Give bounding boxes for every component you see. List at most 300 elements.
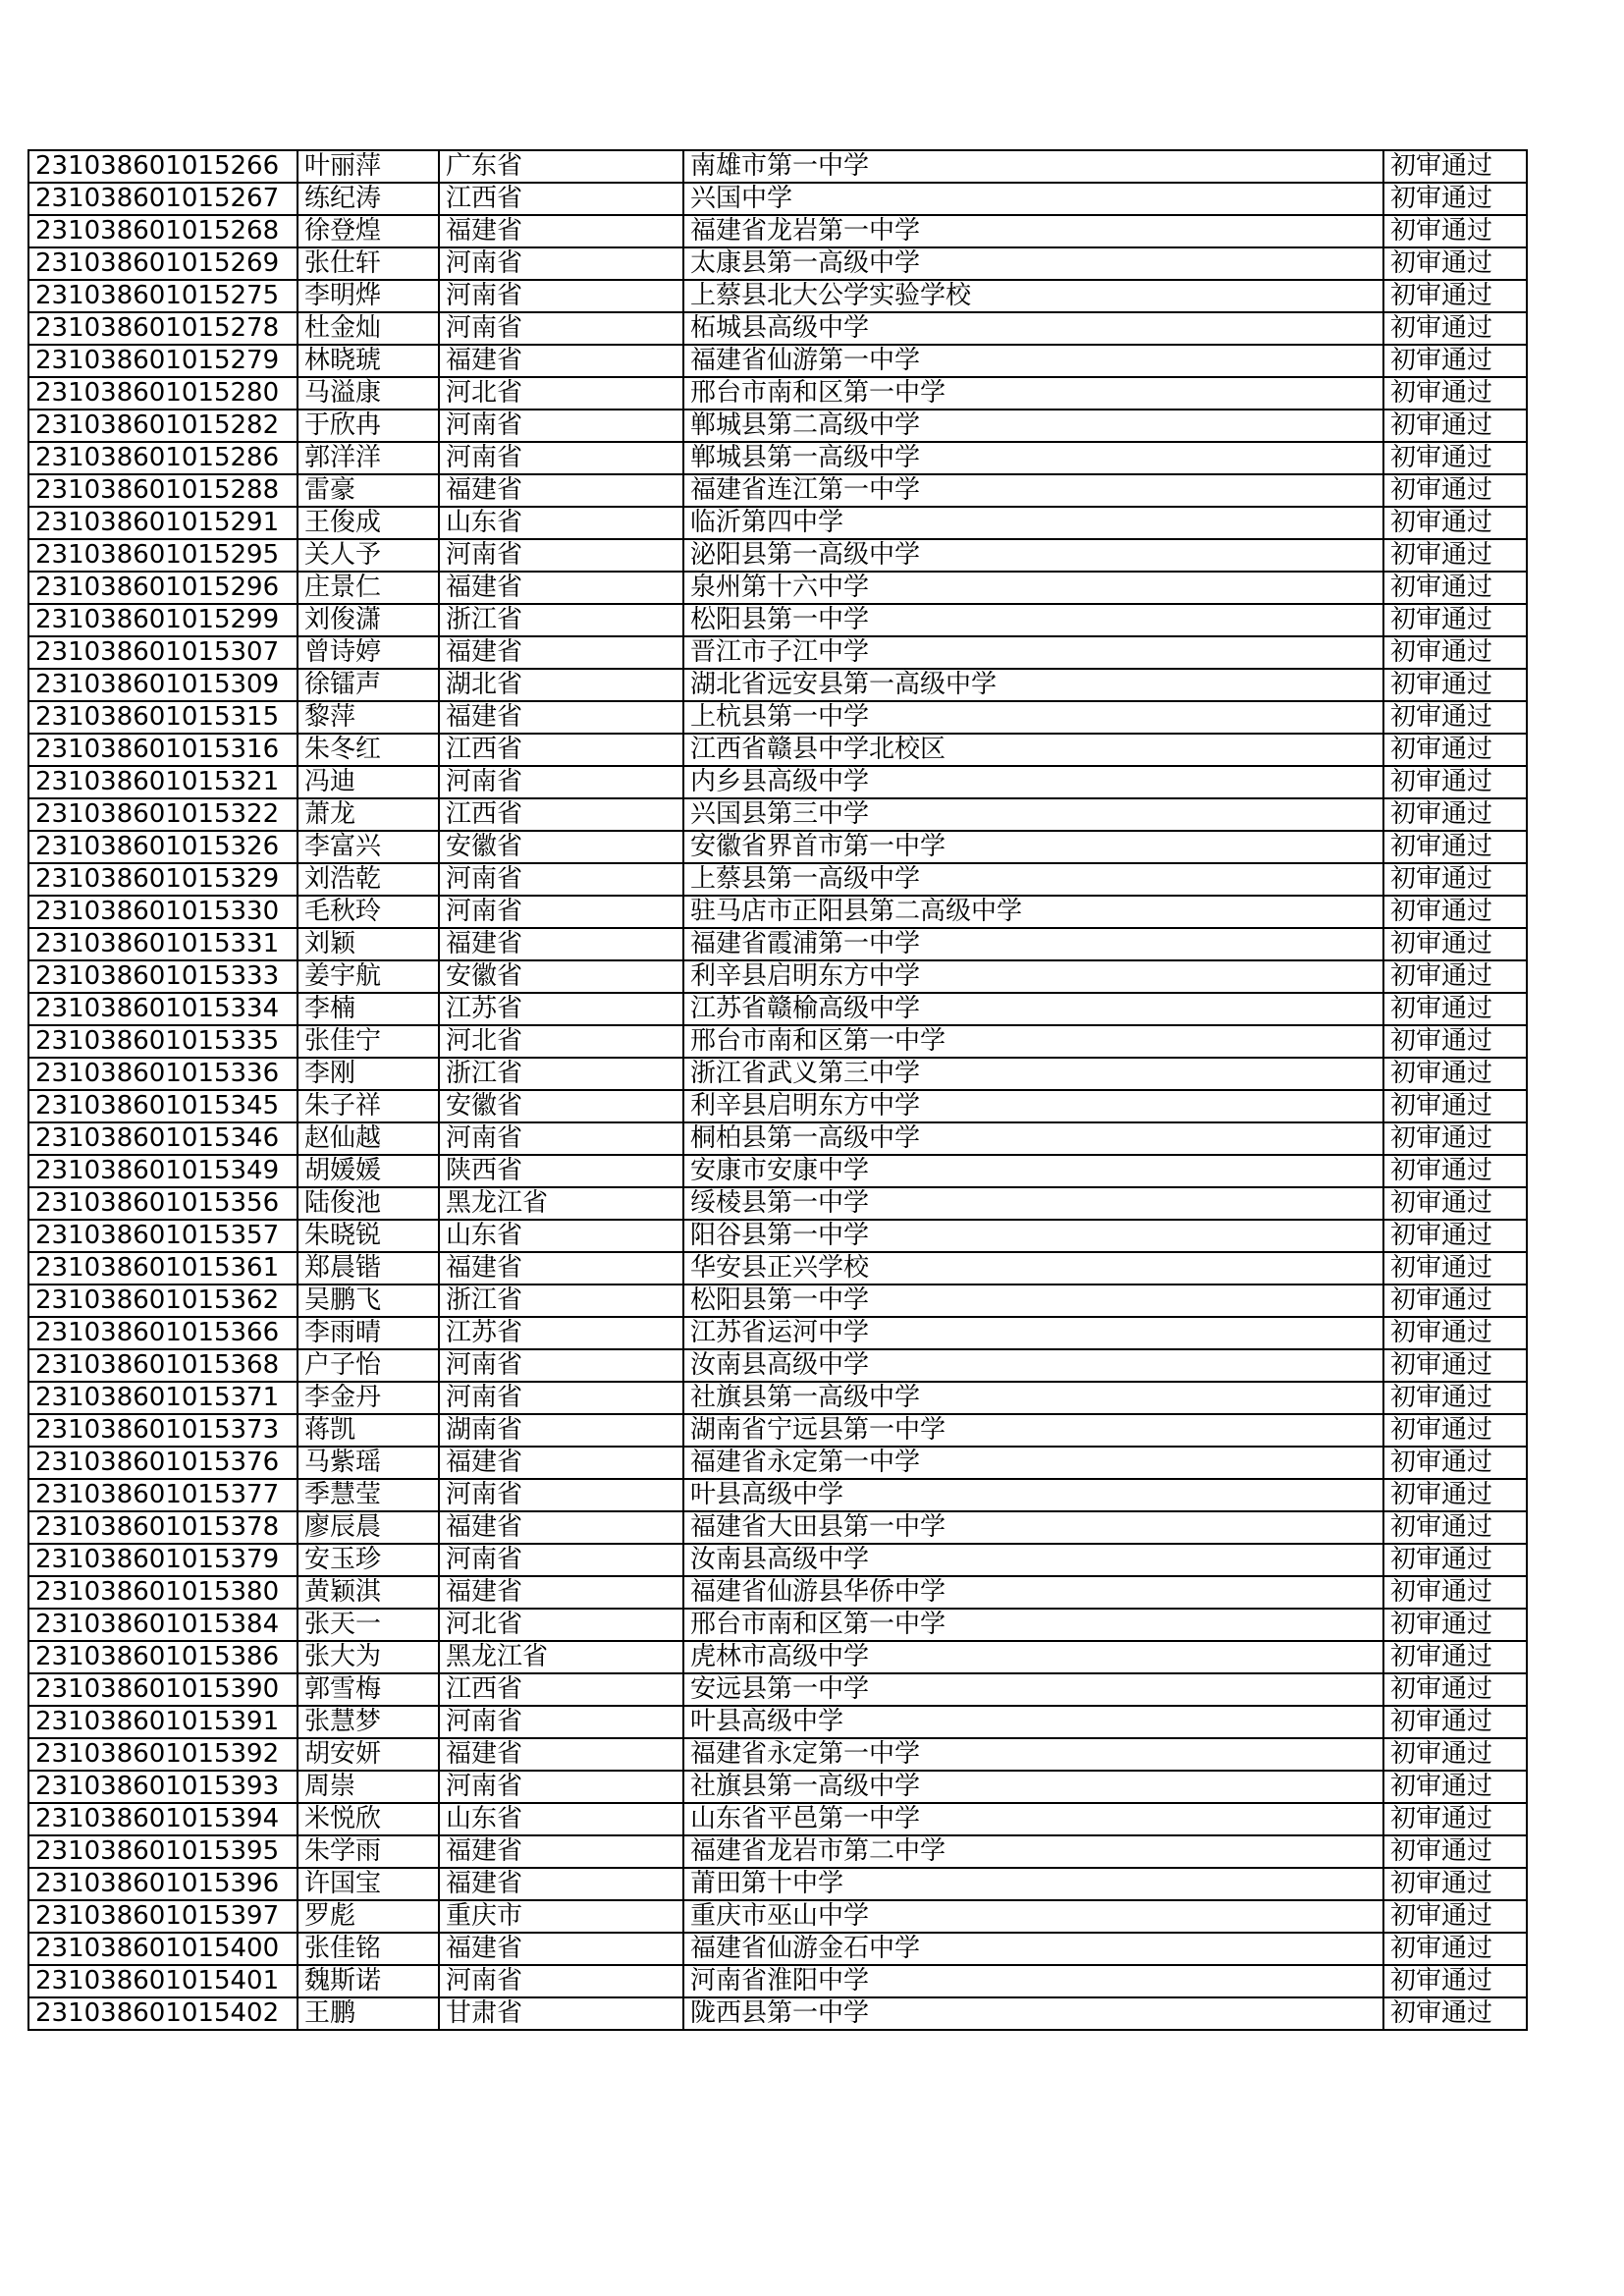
- province-cell: 安徽省: [439, 831, 683, 863]
- table-row: [28, 1382, 1527, 1414]
- review-status-cell: 初审通过: [1383, 766, 1527, 798]
- school-cell: 郸城县第一高级中学: [683, 442, 1383, 474]
- province-cell: 甘肃省: [439, 1997, 683, 2030]
- name-cell: 徐登煌: [298, 215, 439, 247]
- name-cell: 李明烨: [298, 280, 439, 312]
- province-cell: 山东省: [439, 1220, 683, 1252]
- province-cell: 浙江省: [439, 1058, 683, 1090]
- table-row: [28, 312, 1527, 345]
- name-cell: 张大为: [298, 1641, 439, 1673]
- candidate-id-cell: 231038601015329: [28, 863, 298, 896]
- table-body: [28, 150, 1527, 2030]
- name-cell: 姜宇航: [298, 960, 439, 993]
- school-cell: 福建省连江第一中学: [683, 474, 1383, 507]
- school-cell: 汝南县高级中学: [683, 1349, 1383, 1382]
- candidate-id-cell: 231038601015346: [28, 1122, 298, 1155]
- name-cell: 徐镭声: [298, 669, 439, 701]
- candidate-id-cell: 231038601015357: [28, 1220, 298, 1252]
- review-status-cell: 初审通过: [1383, 1025, 1527, 1058]
- review-status-cell: 初审通过: [1383, 1803, 1527, 1835]
- name-cell: 刘俊潇: [298, 604, 439, 636]
- name-cell: 庄景仁: [298, 572, 439, 604]
- review-status-cell: 初审通过: [1383, 636, 1527, 669]
- school-cell: 福建省仙游第一中学: [683, 345, 1383, 377]
- name-cell: 冯迪: [298, 766, 439, 798]
- school-cell: 江苏省赣榆高级中学: [683, 993, 1383, 1025]
- province-cell: 江苏省: [439, 993, 683, 1025]
- name-cell: 于欣冉: [298, 410, 439, 442]
- table-row: [28, 669, 1527, 701]
- school-cell: 湖北省远安县第一高级中学: [683, 669, 1383, 701]
- name-cell: 李楠: [298, 993, 439, 1025]
- school-cell: 虎林市高级中学: [683, 1641, 1383, 1673]
- candidate-id-cell: 231038601015402: [28, 1997, 298, 2030]
- review-status-cell: 初审通过: [1383, 280, 1527, 312]
- review-status-cell: 初审通过: [1383, 1382, 1527, 1414]
- review-status-cell: 初审通过: [1383, 572, 1527, 604]
- school-cell: 利辛县启明东方中学: [683, 1090, 1383, 1122]
- review-status-cell: 初审通过: [1383, 1349, 1527, 1382]
- school-cell: 汝南县高级中学: [683, 1544, 1383, 1576]
- candidate-id-cell: 231038601015380: [28, 1576, 298, 1609]
- school-cell: 安康市安康中学: [683, 1155, 1383, 1187]
- candidate-id-cell: 231038601015282: [28, 410, 298, 442]
- province-cell: 福建省: [439, 928, 683, 960]
- province-cell: 黑龙江省: [439, 1187, 683, 1220]
- name-cell: 张佳铭: [298, 1933, 439, 1965]
- name-cell: 许国宝: [298, 1868, 439, 1900]
- table-row: [28, 1673, 1527, 1706]
- candidate-id-cell: 231038601015366: [28, 1317, 298, 1349]
- review-status-cell: 初审通过: [1383, 1900, 1527, 1933]
- candidate-id-cell: 231038601015373: [28, 1414, 298, 1447]
- school-cell: 福建省永定第一中学: [683, 1738, 1383, 1771]
- review-status-cell: 初审通过: [1383, 1738, 1527, 1771]
- school-cell: 福建省永定第一中学: [683, 1447, 1383, 1479]
- name-cell: 练纪涛: [298, 183, 439, 215]
- table-row: [28, 960, 1527, 993]
- table-row: [28, 1965, 1527, 1997]
- province-cell: 重庆市: [439, 1900, 683, 1933]
- school-cell: 晋江市子江中学: [683, 636, 1383, 669]
- table-row: [28, 150, 1527, 183]
- province-cell: 湖北省: [439, 669, 683, 701]
- candidate-id-cell: 231038601015392: [28, 1738, 298, 1771]
- candidate-id-cell: 231038601015386: [28, 1641, 298, 1673]
- school-cell: 福建省仙游县华侨中学: [683, 1576, 1383, 1609]
- review-status-cell: 初审通过: [1383, 993, 1527, 1025]
- school-cell: 福建省仙游金石中学: [683, 1933, 1383, 1965]
- table-row: [28, 1641, 1527, 1673]
- review-status-cell: 初审通过: [1383, 1317, 1527, 1349]
- candidate-id-cell: 231038601015296: [28, 572, 298, 604]
- province-cell: 河北省: [439, 1025, 683, 1058]
- review-status-cell: 初审通过: [1383, 1447, 1527, 1479]
- candidate-id-cell: 231038601015266: [28, 150, 298, 183]
- table-row: [28, 345, 1527, 377]
- candidate-table: [27, 149, 1528, 2031]
- province-cell: 河北省: [439, 1609, 683, 1641]
- school-cell: 江西省赣县中学北校区: [683, 734, 1383, 766]
- review-status-cell: 初审通过: [1383, 1414, 1527, 1447]
- review-status-cell: 初审通过: [1383, 507, 1527, 539]
- province-cell: 福建省: [439, 1868, 683, 1900]
- table-row: [28, 1803, 1527, 1835]
- table-row: [28, 1252, 1527, 1285]
- review-status-cell: 初审通过: [1383, 1868, 1527, 1900]
- name-cell: 雷豪: [298, 474, 439, 507]
- candidate-id-cell: 231038601015268: [28, 215, 298, 247]
- province-cell: 江苏省: [439, 1317, 683, 1349]
- candidate-id-cell: 231038601015368: [28, 1349, 298, 1382]
- province-cell: 福建省: [439, 1933, 683, 1965]
- school-cell: 兴国县第三中学: [683, 798, 1383, 831]
- name-cell: 朱冬红: [298, 734, 439, 766]
- candidate-id-cell: 231038601015334: [28, 993, 298, 1025]
- name-cell: 魏斯诺: [298, 1965, 439, 1997]
- name-cell: 王俊成: [298, 507, 439, 539]
- table-row: [28, 1349, 1527, 1382]
- province-cell: 河南省: [439, 1382, 683, 1414]
- school-cell: 泉州第十六中学: [683, 572, 1383, 604]
- province-cell: 河南省: [439, 280, 683, 312]
- review-status-cell: 初审通过: [1383, 1285, 1527, 1317]
- name-cell: 赵仙越: [298, 1122, 439, 1155]
- candidate-id-cell: 231038601015336: [28, 1058, 298, 1090]
- table-row: [28, 1414, 1527, 1447]
- table-row: [28, 1706, 1527, 1738]
- name-cell: 刘浩乾: [298, 863, 439, 896]
- table-row: [28, 410, 1527, 442]
- review-status-cell: 初审通过: [1383, 1641, 1527, 1673]
- province-cell: 福建省: [439, 636, 683, 669]
- review-status-cell: 初审通过: [1383, 1252, 1527, 1285]
- province-cell: 福建省: [439, 474, 683, 507]
- school-cell: 阳谷县第一中学: [683, 1220, 1383, 1252]
- review-status-cell: 初审通过: [1383, 1511, 1527, 1544]
- name-cell: 胡媛媛: [298, 1155, 439, 1187]
- table-row: [28, 572, 1527, 604]
- table-row: [28, 377, 1527, 410]
- name-cell: 李刚: [298, 1058, 439, 1090]
- review-status-cell: 初审通过: [1383, 701, 1527, 734]
- name-cell: 米悦欣: [298, 1803, 439, 1835]
- candidate-id-cell: 231038601015377: [28, 1479, 298, 1511]
- school-cell: 叶县高级中学: [683, 1706, 1383, 1738]
- province-cell: 福建省: [439, 1576, 683, 1609]
- table-row: [28, 280, 1527, 312]
- table-row: [28, 1025, 1527, 1058]
- review-status-cell: 初审通过: [1383, 183, 1527, 215]
- table-row: [28, 539, 1527, 572]
- name-cell: 张仕轩: [298, 247, 439, 280]
- candidate-id-cell: 231038601015349: [28, 1155, 298, 1187]
- province-cell: 河南省: [439, 247, 683, 280]
- province-cell: 河南省: [439, 1122, 683, 1155]
- province-cell: 河南省: [439, 442, 683, 474]
- school-cell: 泌阳县第一高级中学: [683, 539, 1383, 572]
- name-cell: 李金丹: [298, 1382, 439, 1414]
- school-cell: 河南省淮阳中学: [683, 1965, 1383, 1997]
- name-cell: 毛秋玲: [298, 896, 439, 928]
- candidate-id-cell: 231038601015330: [28, 896, 298, 928]
- review-status-cell: 初审通过: [1383, 1771, 1527, 1803]
- candidate-id-cell: 231038601015397: [28, 1900, 298, 1933]
- review-status-cell: 初审通过: [1383, 1997, 1527, 2030]
- school-cell: 邢台市南和区第一中学: [683, 1609, 1383, 1641]
- candidate-id-cell: 231038601015267: [28, 183, 298, 215]
- province-cell: 安徽省: [439, 1090, 683, 1122]
- province-cell: 湖南省: [439, 1414, 683, 1447]
- review-status-cell: 初审通过: [1383, 312, 1527, 345]
- name-cell: 黄颖淇: [298, 1576, 439, 1609]
- name-cell: 蒋凯: [298, 1414, 439, 1447]
- table-row: [28, 734, 1527, 766]
- candidate-id-cell: 231038601015326: [28, 831, 298, 863]
- review-status-cell: 初审通过: [1383, 1479, 1527, 1511]
- review-status-cell: 初审通过: [1383, 1122, 1527, 1155]
- school-cell: 太康县第一高级中学: [683, 247, 1383, 280]
- province-cell: 河南省: [439, 539, 683, 572]
- candidate-id-cell: 231038601015390: [28, 1673, 298, 1706]
- candidate-id-cell: 231038601015295: [28, 539, 298, 572]
- review-status-cell: 初审通过: [1383, 928, 1527, 960]
- province-cell: 河南省: [439, 863, 683, 896]
- province-cell: 福建省: [439, 1738, 683, 1771]
- province-cell: 山东省: [439, 1803, 683, 1835]
- review-status-cell: 初审通过: [1383, 1673, 1527, 1706]
- name-cell: 黎萍: [298, 701, 439, 734]
- name-cell: 郭洋洋: [298, 442, 439, 474]
- table-row: [28, 1771, 1527, 1803]
- table-row: [28, 1285, 1527, 1317]
- province-cell: 河南省: [439, 766, 683, 798]
- school-cell: 安徽省界首市第一中学: [683, 831, 1383, 863]
- province-cell: 福建省: [439, 1835, 683, 1868]
- province-cell: 江西省: [439, 183, 683, 215]
- school-cell: 柘城县高级中学: [683, 312, 1383, 345]
- province-cell: 黑龙江省: [439, 1641, 683, 1673]
- school-cell: 福建省龙岩市第二中学: [683, 1835, 1383, 1868]
- province-cell: 福建省: [439, 345, 683, 377]
- province-cell: 河南省: [439, 1479, 683, 1511]
- candidate-id-cell: 231038601015393: [28, 1771, 298, 1803]
- name-cell: 张慧梦: [298, 1706, 439, 1738]
- candidate-id-cell: 231038601015299: [28, 604, 298, 636]
- name-cell: 李雨晴: [298, 1317, 439, 1349]
- table-row: [28, 831, 1527, 863]
- table-row: [28, 766, 1527, 798]
- candidate-id-cell: 231038601015384: [28, 1609, 298, 1641]
- school-cell: 南雄市第一中学: [683, 150, 1383, 183]
- table-row: [28, 1058, 1527, 1090]
- school-cell: 桐柏县第一高级中学: [683, 1122, 1383, 1155]
- candidate-id-cell: 231038601015335: [28, 1025, 298, 1058]
- name-cell: 周崇: [298, 1771, 439, 1803]
- candidate-id-cell: 231038601015362: [28, 1285, 298, 1317]
- candidate-id-cell: 231038601015288: [28, 474, 298, 507]
- review-status-cell: 初审通过: [1383, 345, 1527, 377]
- school-cell: 松阳县第一中学: [683, 1285, 1383, 1317]
- table-row: [28, 1187, 1527, 1220]
- table-row: [28, 1511, 1527, 1544]
- candidate-id-cell: 231038601015286: [28, 442, 298, 474]
- review-status-cell: 初审通过: [1383, 247, 1527, 280]
- school-cell: 社旗县第一高级中学: [683, 1771, 1383, 1803]
- review-status-cell: 初审通过: [1383, 1576, 1527, 1609]
- review-status-cell: 初审通过: [1383, 960, 1527, 993]
- name-cell: 罗彪: [298, 1900, 439, 1933]
- school-cell: 利辛县启明东方中学: [683, 960, 1383, 993]
- name-cell: 郑晨锴: [298, 1252, 439, 1285]
- review-status-cell: 初审通过: [1383, 604, 1527, 636]
- province-cell: 河北省: [439, 377, 683, 410]
- review-status-cell: 初审通过: [1383, 539, 1527, 572]
- table-row: [28, 215, 1527, 247]
- review-status-cell: 初审通过: [1383, 1058, 1527, 1090]
- province-cell: 河南省: [439, 1706, 683, 1738]
- candidate-id-cell: 231038601015331: [28, 928, 298, 960]
- province-cell: 广东省: [439, 150, 683, 183]
- school-cell: 重庆市巫山中学: [683, 1900, 1383, 1933]
- review-status-cell: 初审通过: [1383, 150, 1527, 183]
- name-cell: 曾诗婷: [298, 636, 439, 669]
- province-cell: 河南省: [439, 410, 683, 442]
- province-cell: 河南省: [439, 1965, 683, 1997]
- school-cell: 江苏省运河中学: [683, 1317, 1383, 1349]
- name-cell: 郭雪梅: [298, 1673, 439, 1706]
- school-cell: 兴国中学: [683, 183, 1383, 215]
- school-cell: 驻马店市正阳县第二高级中学: [683, 896, 1383, 928]
- candidate-id-cell: 231038601015376: [28, 1447, 298, 1479]
- province-cell: 浙江省: [439, 1285, 683, 1317]
- table-row: [28, 863, 1527, 896]
- table-row: [28, 1933, 1527, 1965]
- table-row: [28, 1122, 1527, 1155]
- province-cell: 福建省: [439, 1252, 683, 1285]
- school-cell: 郸城县第二高级中学: [683, 410, 1383, 442]
- table-row: [28, 1900, 1527, 1933]
- candidate-id-cell: 231038601015269: [28, 247, 298, 280]
- province-cell: 江西省: [439, 1673, 683, 1706]
- name-cell: 林晓琥: [298, 345, 439, 377]
- province-cell: 江西省: [439, 798, 683, 831]
- candidate-id-cell: 231038601015356: [28, 1187, 298, 1220]
- school-cell: 临沂第四中学: [683, 507, 1383, 539]
- name-cell: 户子怡: [298, 1349, 439, 1382]
- name-cell: 杜金灿: [298, 312, 439, 345]
- candidate-id-cell: 231038601015396: [28, 1868, 298, 1900]
- table-row: [28, 1997, 1527, 2030]
- school-cell: 社旗县第一高级中学: [683, 1382, 1383, 1414]
- table-row: [28, 1835, 1527, 1868]
- review-status-cell: 初审通过: [1383, 831, 1527, 863]
- review-status-cell: 初审通过: [1383, 215, 1527, 247]
- review-status-cell: 初审通过: [1383, 1155, 1527, 1187]
- province-cell: 福建省: [439, 1511, 683, 1544]
- review-status-cell: 初审通过: [1383, 377, 1527, 410]
- province-cell: 福建省: [439, 215, 683, 247]
- candidate-id-cell: 231038601015395: [28, 1835, 298, 1868]
- review-status-cell: 初审通过: [1383, 1544, 1527, 1576]
- name-cell: 季慧莹: [298, 1479, 439, 1511]
- school-cell: 湖南省宁远县第一中学: [683, 1414, 1383, 1447]
- name-cell: 朱晓锐: [298, 1220, 439, 1252]
- table-row: [28, 507, 1527, 539]
- province-cell: 福建省: [439, 572, 683, 604]
- name-cell: 萧龙: [298, 798, 439, 831]
- school-cell: 叶县高级中学: [683, 1479, 1383, 1511]
- candidate-id-cell: 231038601015361: [28, 1252, 298, 1285]
- name-cell: 张佳宁: [298, 1025, 439, 1058]
- school-cell: 内乡县高级中学: [683, 766, 1383, 798]
- table-row: [28, 442, 1527, 474]
- table-row: [28, 1090, 1527, 1122]
- table-row: [28, 1868, 1527, 1900]
- table-row: [28, 183, 1527, 215]
- candidate-id-cell: 231038601015291: [28, 507, 298, 539]
- review-status-cell: 初审通过: [1383, 1609, 1527, 1641]
- table-row: [28, 896, 1527, 928]
- candidate-id-cell: 231038601015275: [28, 280, 298, 312]
- candidate-id-cell: 231038601015401: [28, 1965, 298, 1997]
- review-status-cell: 初审通过: [1383, 1706, 1527, 1738]
- school-cell: 邢台市南和区第一中学: [683, 377, 1383, 410]
- school-cell: 福建省霞浦第一中学: [683, 928, 1383, 960]
- table-row: [28, 1576, 1527, 1609]
- table-row: [28, 1544, 1527, 1576]
- school-cell: 浙江省武义第三中学: [683, 1058, 1383, 1090]
- province-cell: 安徽省: [439, 960, 683, 993]
- province-cell: 山东省: [439, 507, 683, 539]
- table-row: [28, 1738, 1527, 1771]
- candidate-id-cell: 231038601015371: [28, 1382, 298, 1414]
- name-cell: 张天一: [298, 1609, 439, 1641]
- school-cell: 莆田第十中学: [683, 1868, 1383, 1900]
- school-cell: 陇西县第一中学: [683, 1997, 1383, 2030]
- candidate-id-cell: 231038601015307: [28, 636, 298, 669]
- province-cell: 河南省: [439, 1544, 683, 1576]
- review-status-cell: 初审通过: [1383, 1933, 1527, 1965]
- candidate-id-cell: 231038601015280: [28, 377, 298, 410]
- school-cell: 上蔡县第一高级中学: [683, 863, 1383, 896]
- table-row: [28, 604, 1527, 636]
- candidate-id-cell: 231038601015315: [28, 701, 298, 734]
- name-cell: 廖辰晨: [298, 1511, 439, 1544]
- name-cell: 关人予: [298, 539, 439, 572]
- name-cell: 王鹏: [298, 1997, 439, 2030]
- name-cell: 叶丽萍: [298, 150, 439, 183]
- candidate-id-cell: 231038601015333: [28, 960, 298, 993]
- review-status-cell: 初审通过: [1383, 863, 1527, 896]
- province-cell: 江西省: [439, 734, 683, 766]
- name-cell: 朱子祥: [298, 1090, 439, 1122]
- review-status-cell: 初审通过: [1383, 442, 1527, 474]
- school-cell: 安远县第一中学: [683, 1673, 1383, 1706]
- candidate-id-cell: 231038601015279: [28, 345, 298, 377]
- table-row: [28, 474, 1527, 507]
- candidate-id-cell: 231038601015278: [28, 312, 298, 345]
- school-cell: 上蔡县北大公学实验学校: [683, 280, 1383, 312]
- table-row: [28, 1220, 1527, 1252]
- review-status-cell: 初审通过: [1383, 1090, 1527, 1122]
- table-row: [28, 701, 1527, 734]
- province-cell: 陕西省: [439, 1155, 683, 1187]
- table-row: [28, 1447, 1527, 1479]
- name-cell: 马溢康: [298, 377, 439, 410]
- review-status-cell: 初审通过: [1383, 1187, 1527, 1220]
- name-cell: 吴鹏飞: [298, 1285, 439, 1317]
